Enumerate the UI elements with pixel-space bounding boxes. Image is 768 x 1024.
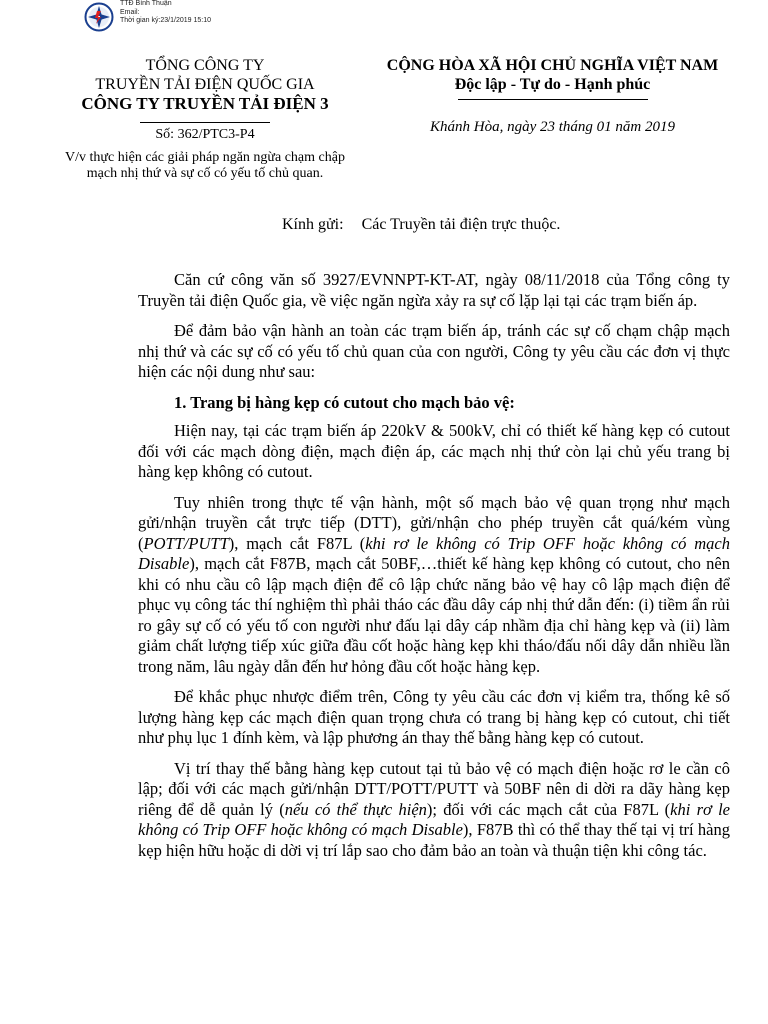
recipient-line bbox=[282, 215, 560, 235]
signature-text bbox=[120, 0, 211, 26]
paragraph-3: Hiện nay, tại các trạm biến áp 220kV & 500kV, chỉ có thiết kế hàng kẹp có cutout đối với các mạch dòng điện, mạch điện áp, các mạch nhị thứ còn lại chủ yếu trang bị hàng kẹp không có cutout. bbox=[138, 421, 730, 481]
paragraph-4 bbox=[138, 493, 730, 678]
p4-text-a: Tuy nhiên trong thực tế vận hành, một số mạch bảo vệ quan trọng như mạch gửi/nhận truyền cắt trực tiếp (DTT), gửi/nhận cho phép truyền cắt quá/kém vùng ( bbox=[138, 492, 730, 553]
signature-org: TTĐ Bình Thuận bbox=[120, 0, 172, 7]
national-header bbox=[365, 56, 740, 100]
p4-text-c: ), mạch cắt F87L ( bbox=[228, 533, 366, 553]
motto-underline bbox=[458, 99, 648, 100]
p6-italic-d: khi rơ le không có Trip OFF hoặc không có mạch Disable bbox=[138, 799, 730, 839]
p6-italic-b: nếu có thể thực hiện bbox=[284, 799, 427, 819]
section-heading-1: 1. Trang bị hàng kẹp có cutout cho mạch bảo vệ: bbox=[174, 392, 515, 412]
digital-signature-stamp bbox=[84, 0, 211, 32]
p4-italic-d: khi rơ le không có Trip OFF hoặc không có mạch Disable bbox=[138, 533, 730, 573]
paragraph-6 bbox=[138, 759, 730, 862]
paragraph-5: Để khắc phục nhược điểm trên, Công ty yêu cầu các đơn vị kiểm tra, thống kê số lượng hàng kẹp các mạch điện quan trọng chưa có trang bị hàng kẹp có cutout, chi tiết như phụ lục 1 đính kèm, và lập phương án thay thế bằng hàng kẹp có cutout. bbox=[138, 687, 730, 747]
p6-text-a: Vị trí thay thế bằng hàng kẹp cutout tại tủ bảo vệ có mạch điện hoặc rơ le cần cô lập; đối với các mạch gửi/nhận DTT/POTT/PUTT và 50BF nên di dời ra dãy hàng kẹp riêng để dễ quản lý ( bbox=[138, 758, 730, 819]
company-logo-icon bbox=[84, 2, 114, 32]
p6-text-e: ), F87B thì có thể thay thế tại vị trí hàng kẹp hiện hữu hoặc di dời vị trí lắp sao cho đảm bảo an toàn và thuận tiện khi công tác. bbox=[138, 820, 730, 860]
p6-text-c: ); đối với các mạch cắt của F87L ( bbox=[426, 799, 671, 819]
document-body bbox=[138, 270, 730, 871]
recipient-label: Kính gửi: bbox=[282, 216, 344, 233]
p4-text-e: ), mạch cắt F87B, mạch cắt 50BF,…thiết kế hàng kẹp không có cutout, cho nên khi có nhu cầu cô lập mạch điện để cô lập chức năng bảo vệ hay cô lập mạch điện để phục vụ công tác thí nghiệm thì phải tháo các đầu dây cáp nhị thứ dẫn đến: (i) tiềm ẩn rủi ro gây sự cố có yếu tố con người như đấu lại dây cáp nhầm địa chỉ hàng kẹp và (ii) làm giảm chất lượng tiếp xúc giữa đầu cốt hoặc hàng kẹp khi tháo/đấu nối dây dẫn nhiều lần trong năm, lâu ngày dẫn đến hư hỏng đầu cốt hoặc hàng kẹp. bbox=[138, 554, 730, 676]
recipient-value: Các Truyền tải điện trực thuộc. bbox=[361, 216, 561, 233]
document-date: Khánh Hòa, ngày 23 tháng 01 năm 2019 bbox=[430, 119, 675, 135]
issuer-line-2: TRUYỀN TẢI ĐIỆN QUỐC GIA bbox=[95, 76, 315, 93]
paragraph-2: Để đảm bảo vận hành an toàn các trạm biến áp, tránh các sự cố chạm chập mạch nhị thứ và các sự cố có yếu tố chủ quan của con người, Công ty yêu cầu các đơn vị thực hiện các nội dung như sau: bbox=[138, 321, 730, 381]
signature-email: Email: bbox=[120, 8, 140, 16]
issuer-line-1: TỔNG CÔNG TY bbox=[145, 57, 265, 74]
national-motto: Độc lập - Tự do - Hạnh phúc bbox=[454, 76, 651, 93]
national-title: CỘNG HÒA XÃ HỘI CHỦ NGHĨA VIỆT NAM bbox=[386, 57, 719, 74]
document-number: Số: 362/PTC3-P4 bbox=[155, 127, 255, 142]
issuer-header bbox=[60, 56, 350, 123]
p4-italic-b: POTT/PUTT bbox=[143, 533, 229, 553]
issuer-line-3: CÔNG TY TRUYỀN TẢI ĐIỆN 3 bbox=[81, 94, 329, 113]
paragraph-1: Căn cứ công văn số 3927/EVNNPT-KT-AT, ngày 08/11/2018 của Tổng công ty Truyền tải điện Quốc gia, về việc ngăn ngừa xảy ra sự cố lặp lại tại các trạm biến áp. bbox=[138, 270, 730, 310]
document-subject: V/v thực hiện các giải pháp ngăn ngừa chạm chập mạch nhị thứ và sự cố có yếu tố chủ quan. bbox=[65, 150, 345, 181]
signature-time: Thời gian ký:23/1/2019 15:10 bbox=[120, 17, 211, 24]
issuer-underline bbox=[140, 122, 270, 123]
